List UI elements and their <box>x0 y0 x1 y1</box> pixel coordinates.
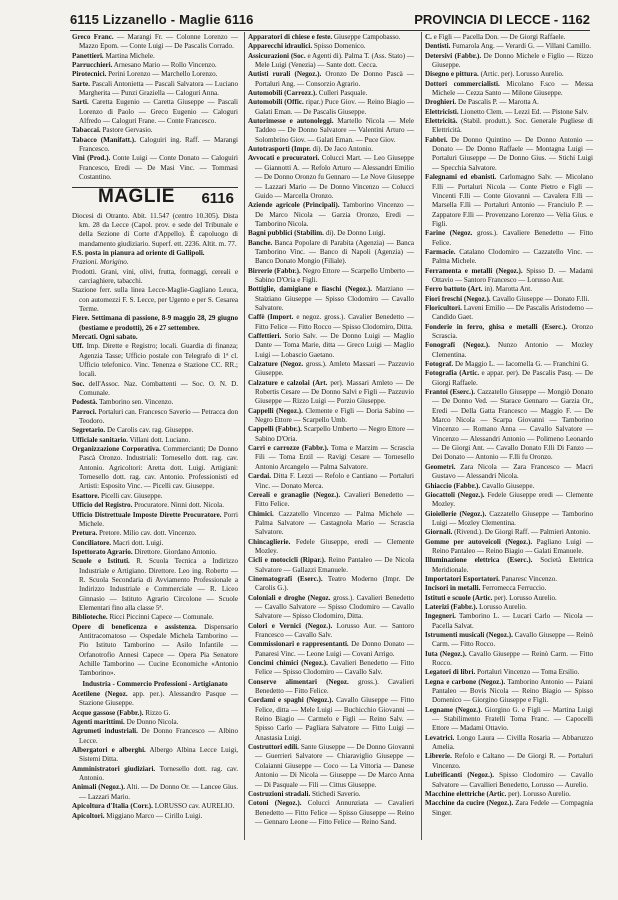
directory-entry: Fonderie in ferro, ghisa e metalli (Eserc.). Oronzo Scrascia. <box>425 322 593 340</box>
directory-entry: Concimi chimici (Negoz.). Cavalieri Benedetto — Fitto Felice — Spisso Clodomiro — Cavallo Salv. <box>248 659 414 677</box>
directory-entry: Segretario. De Carolis cav. rag. Giuseppe. <box>72 426 194 435</box>
directory-entry: Podestà. Tamborino sen. Vincenzo. <box>72 398 174 407</box>
directory-entry: Acetilene (Negoz. app. per.). Alessandro Pasque — Stazione Giuseppe. <box>72 690 239 708</box>
directory-entry: Costruzioni stradali. Stichedi Saverio. <box>248 789 361 798</box>
directory-entry: Macchine da cucire (Negoz.). Zara Fedele — Compagnia Singer. <box>425 799 593 817</box>
directory-entry: Panettieri. Martina Michele. <box>72 51 155 60</box>
directory-entry: Uff. Imp. Dirette e Registro; locali. Guardia di finanza; Agenzia Tasse; Ufficio postale con Telegrafo di 1ª cl. Ufficio telefonico. Vinc. Tenenza e Stazione CC. RR.; locali. <box>72 342 238 379</box>
directory-entry: Sarte. Pascali Antonietta — Pascali Salvatora — Luciano Margherita — Punzi Graziella — Caloguri Anna. <box>72 79 238 98</box>
directory-entry: Coloniali e droghe (Negoz. gross.). Cavalieri Benedetto — Cavallo Salvatore — Spisso Clodomiro — Cavallo Salvatore — Spisso Clodomiro, Ditta. <box>248 593 414 621</box>
town-fiere: Fiere. Settimana di passione, 8-9 maggio 28, 29 giugno (bestiame e prodotti), 26 e 27 settembre. <box>72 314 238 332</box>
directory-entry: Birrerie (Fabbr.). Negro Ettore — Scarpello Umberto — Sabino D'Oria e Figli. <box>248 266 414 284</box>
section-header-maglie <box>72 187 238 210</box>
directory-entry: Avvocati e procuratori. Colucci Mart. — Leo Giuseppe — Giannotti A. — Refolo Arturo — Alessandri Emilio — De Donno Oronzo fu Gennaro — Le Nove Giuseppe — Lazzari Mario — De Donno Vincenzo — Colucci Guido — Marcella Oronzo. <box>248 154 414 200</box>
directory-entry: Ferramenta e metalli (Negoz.). Spisso D. — Madami Ottavio — Santoro Francesco — Lorusso Aur. <box>425 266 593 284</box>
directory-entry: Cardai. Ditta F. Lezzi — Refolo e Cantiano — Portaluri Vinc. — Donato Merca. <box>248 472 414 490</box>
directory-entry: Parroci. Portaluri can. Francesco Saverio — Petracca don Teodoro. <box>72 407 238 426</box>
directory-entry: Conciliatore. Macri dott. Luigi. <box>72 538 164 547</box>
directory-entry: Macchine elettriche (Artic. per). Lorusso Aurelio. <box>425 789 571 798</box>
directory-entry: Esattore. Picelli cav. Giuseppe. <box>72 491 163 500</box>
directory-entry: Calzature e calzolai (Art. per). Massari Amleto — De Robertis Cesare — De Donno Salvi e Figli — Pazzuvio Giuseppe — Rizzo Luigi — Porzio Giuseppe. <box>248 378 414 406</box>
directory-entry: Autorimesse e autonoleggi. Martello Nicola — Mele Taddeo — De Donno Salvatore — Valentini Arturo — Solombrino Giov. — Galati Eman. — Puce Giov. <box>248 117 414 144</box>
header-rule <box>70 30 590 31</box>
directory-entry: Pretura. Pretore. Milio cav. dott. Vincenzo. <box>72 529 197 538</box>
directory-entry: Automobili (Carrozz.). Culleri Pasquale. <box>248 89 368 98</box>
directory-entry: Ufficiale sanitario. Villani dott. Luciano. <box>72 435 191 444</box>
directory-entry: Apparatori di chiese e feste. Giuseppe Campobasso. <box>248 33 401 41</box>
directory-entry: Elettricità. (Stabil. produtt.). Soc. Generale Pugliese di Elettricità. <box>425 117 593 135</box>
column-2 <box>248 33 414 827</box>
section-number: 6116 <box>201 189 234 207</box>
town-ferrovia: Stazione ferr. sulla linea Lecce-Maglie-Gagliano Leuca, con automezzi F. S. Lecce, per Ugento e per S. Cesarea Terme. <box>72 286 238 313</box>
directory-entry: Parrucchieri. Arnesano Mario — Rollo Vincenzo. <box>72 61 217 70</box>
header-left: 6115 Lizzanello - Maglie 6116 <box>70 12 254 27</box>
directory-entry: Cordami e spaghi (Negoz.). Cavallo Giuseppe — Fitto Felice, ditta — Mele Luigi — Buchicchio Giovanni — Reino Biagio — Carmelo e Figli — Reino Salv. — Spisso Carlo — Pagliara Salvatore — Fitto Luigi — Anastasia Luigi. <box>248 696 414 742</box>
directory-entry: Laterizi (Fabbr.). Lorusso Aurelio. <box>425 602 527 611</box>
directory-entry: Cotoni (Negoz.). Colucci Annunziata — Cavalieri Benedetto — Fitto Felice — Spisso Giuseppe — Reino — Gennaro Leone — Fitto Felice — Reino Sand. <box>248 799 414 826</box>
town-prodotti: Prodotti. Grani, vini, olivi, frutta, formaggi, cereali e carciaghiere, tabacchi. <box>72 267 238 285</box>
directory-entry: Droghieri. De Pascalis P. — Marotta A. <box>425 98 539 107</box>
directory-entry: Librerie. Refolo e Caltano — De Giorgi R. — Portaluri Vincenzo. <box>425 752 593 770</box>
directory-entry: Assicurazioni (Soc. e Agenti di). Palma T. (Ass. Stato) — Mele Luigi (Venezia) — Sante dott. Cecca. <box>248 51 415 70</box>
directory-entry: Autisti rurali (Negoz.). Oronzo De Donno Pascà — Portaluri Ang. — Consorzio Agrario. <box>248 70 414 88</box>
directory-entry: Albergatori e alberghi. Albergo Albina Lecce Luigi, Sistemi Ditta. <box>72 746 238 764</box>
directory-entry: Apicoltori. Miggiano Marco — Cirillo Luigi. <box>72 811 203 820</box>
directory-entry: Frantoi (Eserc.). Cazzatello Giuseppe — Mongiò Donato — De Donno Ved. — Starace Gennaro — Garzia Or., Eredi — Della Gatta Francesco — Maggio F. — De Marco Nicola — Scarpa Giovanni — Tamborino Vincenzo — Romano Anna — Cavallo Salvatore — Vincenzo — Alessandri Antonio — Polimeno Leonardo — De Giorgi Ant. — Cavallo Donato F.lli Di Fanzo — Dei Donato — Antonio — F.lli fu Oronzo. <box>425 388 593 462</box>
directory-entry: Biblioteche. Ricci Piccinni Capece — Comunale. <box>72 613 214 622</box>
directory-entry: Detersivi (Fabbr.). De Donno Michele e Figlio — Rizzo Giuseppe. <box>425 51 593 70</box>
directory-entry: Levatrici. Longo Laura — Civilla Rosaria — Abbaruzzo Amelia. <box>425 733 593 752</box>
page-header <box>70 12 590 28</box>
directory-entry: Dentisti. Fumarola Ang. — Verardi G. — Villani Camillo. <box>425 42 592 51</box>
column-divider <box>244 32 245 840</box>
directory-entry: Bagni pubblici (Stabilim. di). De Donno Luigi. <box>248 229 386 238</box>
directory-entry: Chincaglierie. Fedele Giuseppe, eredi — Clemente Mozley. <box>248 537 414 555</box>
directory-entry: Fonografi (Negoz.). Nunzo Antonio — Mozley Clementina. <box>425 341 593 359</box>
directory-entry: Cappelli (Negoz.). Clemente e Figli — Doria Sabino — Negro Ettore — Scarpello Umb. <box>248 406 414 425</box>
directory-entry: Gioiellerie (Negoz.). Cazzatello Giuseppe — Tamborino Luigi — Mozley Clementina. <box>425 509 593 527</box>
directory-entry: Farmacie. Catalano Clodomiro — Cazzatello Vinc. — Palma Michele. <box>425 247 593 266</box>
directory-entry: Automobili (Offic. ripar.) Puce Giov. — Reino Biagio — Galati Eman. — De Pascalis Giuseppe. <box>248 98 415 116</box>
directory-entry: Pirotecnici. Perini Lorenzo — Marchello Lorenzo. <box>72 70 218 79</box>
directory-entry: Elettricisti. Lionetto Clem. — Lezzi Ed. — Pistone Salv. <box>425 107 589 116</box>
directory-entry: Aziende agricole (Principali). Tamborino Vincenzo — De Marco Nicola — Garzia Oronzo, Eredi — Tamborino Nicola. <box>248 201 414 228</box>
directory-entry: Cereali e granaglie (Negoz.). Cavalieri Benedetto — Fitto Felice. <box>248 490 414 509</box>
directory-entry: Ufficio del Registro. Procuratore. Ninni dott. Nicola. <box>72 501 224 510</box>
directory-entry: Opere di beneficenza e assistenza. Dispensario Antitracomatoso — Ospedale Michela Tamborino — Pio Istituto Tamborino — Asilo Infantile — Orfanotrofio Annesi Capece — Opera Pia Senatore Achille Tamborino — Cucine Economiche «Antonio Tamborino». <box>72 622 238 678</box>
section-title: MAGLIE <box>98 185 175 207</box>
directory-entry: Ufficio Distrettuale Imposte Dirette Procuratore. Porri Michele. <box>72 510 238 528</box>
directory-entry: Incisori in metalli. Ferromecca Ferruccio. <box>425 584 547 593</box>
directory-entry: Colori e Vernici (Negoz.). Lorusso Aur. — Santoro Francesco — Cavallo Salv. <box>248 621 414 639</box>
directory-entry: Legatori di libri. Portaluri Vincenzo — Toma Ersilio. <box>425 668 580 677</box>
town-frazioni: Frazioni. Morigino. <box>72 258 129 267</box>
directory-entry: Apparecchi idraulici. Spisso Domenico. <box>248 42 366 51</box>
directory-entry: Acque gassose (Fabbr.). Rizzo G. <box>72 708 171 717</box>
directory-entry: Ferro battuto (Art. in). Marotta Ant. <box>425 285 533 294</box>
directory-entry: Ghiaccio (Fabbr.). Cavallo Giuseppe. <box>425 481 535 490</box>
town-location: F.S. posta in pianura ad oriente di Gallipoli. <box>72 248 205 257</box>
directory-entry: Caffettieri. Sorio Salv. — De Donno Luigi — Maglio Dante — Toma Marie, ditta — Greco Luigi — Maglio Luigi — Lobascio Gaetano. <box>248 332 414 359</box>
directory-entry: Legna e carbone (Negoz.). Tamborino Antonio — Paiani Pantaleo — Bovis Nicola — Reino Biagio — Spisso Domenico — Giorgino Giuseppe e Figli. <box>425 677 593 705</box>
directory-entry: Costruttori edili. Sante Giuseppe — De Donno Giovanni — Guerrieri Salvatore — Chiaraviglio Giuseppe — Colaianni Giuseppe — Coco — La Vittoria — Danese Antonio — Di Nicola — Giuseppe — De Marco Anna — Di Pasquale — Fili — Cittus Giuseppe. <box>248 743 414 789</box>
town-intro: Diocesi di Otranto. Abit. 11.547 (centro 10.305). Dista km. 28 da Lecce (Capol. prov. e sede del Tribunale e della Sezione di Corte d'Appello). È capoluogo di mandamento giudiziario. Superf. ett. 2236. Altit. m. 77. <box>72 211 238 248</box>
directory-entry: Bottiglie, damigiane e fiaschi (Negoz.). Marziano — Staiziano Giuseppe — Spisso Clodomiro — Cavallo Salvatore. <box>248 285 414 312</box>
directory-entry: Importatori Esportatori. Panaresc Vincenzo. <box>425 574 558 583</box>
directory-entry: Istrumenti musicali (Negoz.). Cavallo Giuseppe — Reinò Carm. — Fitto Rocco. <box>425 631 593 649</box>
directory-entry: Geometri. Zara Nicola — Zara Francesco — Macri Gustavo — Alessandri Nicola. <box>425 462 593 481</box>
directory-entry: Agenti marittimi. De Donno Nicola. <box>72 718 179 727</box>
directory-entry: Giornali. (Rivend.). De Giorgi Raff. — Palmieri Antonio. <box>425 528 591 537</box>
directory-entry: Legname (Negoz.). Giorgino G. e Figli — Martina Luigi — Stabilimento Fratelli Toma Franc. — Capocelli Ettore — Madami Ottavio. <box>425 705 593 733</box>
directory-entry: Floricultori. Laveni Emilio — De Pascalis Aristodemo — Candido Gaet. <box>425 303 593 322</box>
directory-entry: Fiori freschi (Negoz.). Cavallo Giuseppe — Donato F.lli. <box>425 294 590 303</box>
directory-entry: C. e Figli — Pacella Don. — De Giorgi Raffaele. <box>425 33 566 41</box>
column-3 <box>425 33 593 818</box>
directory-entry: Agrumeti industriali. De Donno Francesco — Albino Lecce. <box>72 727 238 745</box>
directory-entry: Dottori commercialisti. Micolano F.sco — Messa Michele — Cezza Santo — Milone Giuseppe. <box>425 79 594 98</box>
directory-entry: Soc. dell'Assoc. Naz. Combattenti — Soc. O. N. D. Comunale. <box>72 379 238 398</box>
directory-entry: Tabacco (Manifatt.). Caloguiri ing. Raff. — Marangi Francesco. <box>72 135 238 154</box>
directory-entry: Organizzazione Corporativa. Commercianti; De Donno Pascà Oronzo. Industriali: Tornesello dott. rag. cav. Antonio. Agricoltori: Aretta dott. Luigi. Artigiani: Tornesello dott. rag. cav. Antonio. Professionisti ed Artisti: Esposito Vinc. — Picelli cav. Giuseppe. <box>72 445 238 491</box>
directory-entry: Falegnami ed ebanisti. Carlomagno Salv. — Micolano F.lli — Portaluri Nicola — Conte Pietro e Figli — Vincenti F.lli — Conte Giovanni — Cavalera F.lli — Marsella F.lli — Portaluri Antonio — Franciulo P. — Zappatore F.lli — Provenzano Lorenzo — Velia Gius. e Figli. <box>425 173 593 228</box>
directory-entry: Sarti. Caretta Eugenio — Caretta Giuseppe — Pascali Lorenzo di Paolo — Greco Eugenio — Caloguri Alfredo — Caloguri Frane. — Conte Francesco. <box>72 98 238 126</box>
column-divider <box>421 32 422 840</box>
directory-entry: Fotografia (Artic. e appar. per). De Pascalis Pasq. — De Giorgi Raffaele. <box>425 369 593 387</box>
directory-entry: Apicoltura d'Italia (Corr.). LORUSSO cav. AURELIO. <box>72 802 235 811</box>
directory-entry: Caffè (Import. e negoz. gross.). Cavalier Benedetto — Fitto Felice — Fitto Rocco — Spisso Clodomiro, Ditta. <box>248 313 414 331</box>
directory-entry: Lubrificanti (Negoz.). Spisso Clodomiro — Cavallo Salvatore — Cavallieri Benedetto, Lorusso — Aurelio. <box>425 771 593 789</box>
directory-entry: Calzature (Negoz. gross.). Amleto Massari — Pazzuvio Giuseppe. <box>248 360 414 378</box>
directory-entry: Carri e carrozze (Fabbr.). Toma e Marzim — Scrascia Fili — Toma Erzil — Ravigi Cesare — Tornesello Antonio Arcangelo — Palma Salvatore. <box>248 444 414 471</box>
directory-entry: Gomme per autoveicoli (Negoz.). Pagliano Luigi — Reino Pantaleo — Reino Biagio — Galati Emanuele. <box>425 537 593 555</box>
town-mercati: Mercati. Ogni sabato. <box>72 332 138 341</box>
directory-entry: Banche. Banca Popolare di Parabita (Agenzia) — Banca Tamborino Vinc. — Banco di Napoli (Agenzia) — Banco Donato Mongio (Filiale). <box>248 238 414 266</box>
directory-entry: Ispettorato Agrario. Direttore. Giordano Antonio. <box>72 547 217 556</box>
directory-entry: Iuta (Negoz.). Cavallo Giuseppe — Reinò Carm. — Fitto Rocco. <box>425 649 593 668</box>
directory-entry: Scuole e Istituti. R. Scuola Tecnica a Indirizzo Industriale e Artigiano. Direttore. Leo ing. Roberto — R. Scuola Secondaria di Avviamento Professionale a Indirizzo Industriale e Commerciale — R. Liceo Ginnasio — Istituto Agrario Circolone — Scuole Elementari fino alla classe 5ª. <box>72 557 238 612</box>
directory-entry: Cappelli (Fabbr.). Scarpello Umberto — Negro Ettore — Sabino D'Oria. <box>248 425 414 443</box>
column-1 <box>72 33 238 821</box>
directory-entry: Tabaccai. Pastore Gervasio. <box>72 126 153 135</box>
directory-entry: Giocattoli (Negoz.). Fedele Giuseppe eredi — Clemente Mozley. <box>425 490 593 509</box>
directory-entry: Chimici. Cazzatello Vincenzo — Palma Michele — Palma Salvatore — Castagnola Mario — Scrascia Salvatore. <box>248 509 414 537</box>
directory-entry: Illuminazione elettrica (Eserc.). Società Elettrica Meridionale. <box>425 556 594 574</box>
directory-entry: Vini (Prod.). Conte Luigi — Conte Donato — Caloguiri Francesco, Eredi — De Masi Vinc. — Tommasi Costantino. <box>72 154 238 182</box>
directory-entry: Autotrasporti (Impr. di). De Jaco Antonio. <box>248 145 374 154</box>
directory-entry: Ingegneri. Tamborino L. — Lucari Carlo — Nicola — Pacella Salvat. <box>425 612 593 630</box>
directory-entry: Animali (Negoz.). Alti. — De Donno Or. — Lancee Gius. — Lazzari Mario. <box>72 783 239 801</box>
directory-entry: Greco Franc. — Marangi Fr. — Colonne Lorenzo — Mazzo Epom. — Conte Luigi — De Pascalis Corrado. <box>72 33 238 51</box>
directory-entry: Conserve alimentari (Negoz. gross.). Cavalieri Benedetto — Fitto Felice. <box>248 677 414 696</box>
directory-entry: Istituti e scuole (Artic. per). Lorusso Aurelio. <box>425 593 557 602</box>
directory-entry: Amministratori giudiziari. Tornesello dott. rag. cav. Antonio. <box>72 764 238 783</box>
directory-entry: Cinematografi (Eserc.). Teatro Moderno (Impr. De Carolis G.). <box>248 574 415 593</box>
industry-heading: Industria - Commercio Professioni - Artigianato <box>82 679 228 688</box>
directory-entry: Fotograf. De Maggio L. — Iacomella G. — Franchini G. <box>425 360 589 369</box>
directory-entry: Fabbri. De Donno Quintino — De Donno Antonio — Donato — De Donno Raffaele — Montagna Luigi — Portaluri Giuseppe — De Donno Gius. — Stichi Luigi — Specchia Salvatore. <box>425 135 593 172</box>
directory-entry: Farine (Negoz. gross.). Cavaliere Benedetto — Fitto Felice. <box>425 229 593 247</box>
directory-entry: Cicli e motocicli (Ripar.). Reino Pantaleo — De Nicola Salvatore — Gallazzi Emanuele. <box>248 556 414 574</box>
directory-entry: Commissionari e rappresentanti. De Donno Donato — Panaresi Vinc. — Leone Luigi — Covani Arrigo. <box>248 640 415 658</box>
directory-entry: Disegno e pittura. (Artic. per). Lorusso Aurelio. <box>425 70 564 79</box>
header-right: PROVINCIA DI LECCE - 1162 <box>414 12 590 27</box>
